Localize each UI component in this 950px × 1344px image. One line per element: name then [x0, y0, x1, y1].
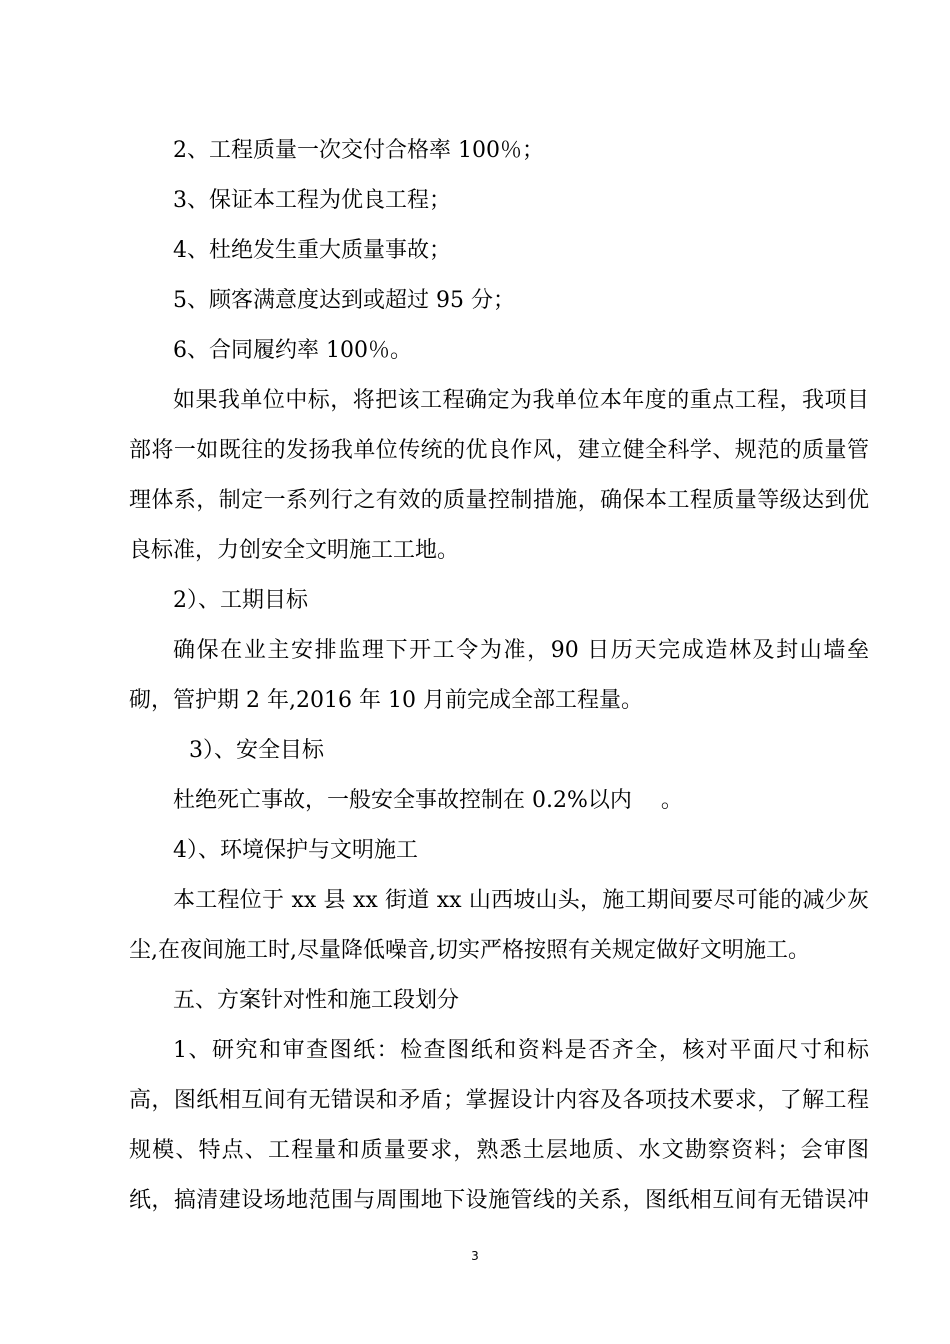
section-heading: 2）、工期目标 — [173, 588, 308, 613]
text-line: 5、顾客满意度达到或超过 95 分； — [173, 288, 515, 313]
text-line: 杜绝死亡事故，一般安全事故控制在 0.2%以内 。 — [173, 788, 683, 813]
text-line: 如果我单位中标，将把该工程确定为我单位本年度的重点工程，我项目 — [173, 388, 869, 413]
page-number: 3 — [471, 1249, 479, 1263]
text-line: 部将一如既往的发扬我单位传统的优良作风，建立健全科学、规范的质量管 — [129, 438, 869, 463]
text-line: 理体系，制定一系列行之有效的质量控制措施，确保本工程质量等级达到优 — [129, 488, 869, 513]
text-line: 4、杜绝发生重大质量事故； — [173, 238, 451, 263]
text-line: 确保在业主安排监理下开工令为准，90 日历天完成造林及封山墙垒 — [173, 638, 869, 663]
text-line: 2、工程质量一次交付合格率 100％； — [173, 138, 544, 163]
text-line: 6、合同履约率 100％。 — [173, 338, 412, 363]
section-heading: 4）、环境保护与文明施工 — [173, 838, 418, 863]
text-line: 1、研究和审查图纸：检查图纸和资料是否齐全，核对平面尺寸和标 — [173, 1038, 869, 1063]
section-heading: 3）、安全目标 — [189, 738, 324, 763]
text-line: 砌，管护期 2 年,2016 年 10 月前完成全部工程量。 — [129, 688, 643, 713]
section-heading: 五、方案针对性和施工段划分 — [173, 988, 460, 1013]
text-line: 良标准，力创安全文明施工工地。 — [129, 538, 460, 563]
text-line: 规模、特点、工程量和质量要求，熟悉土层地质、水文勘察资料；会审图 — [129, 1138, 869, 1163]
text-line: 纸，搞清建设场地范围与周围地下设施管线的关系，图纸相互间有无错误冲 — [129, 1188, 869, 1213]
text-line: 高，图纸相互间有无错误和矛盾；掌握设计内容及各项技术要求，了解工程 — [129, 1088, 869, 1113]
text-line: 尘,在夜间施工时,尽量降低噪音,切实严格按照有关规定做好文明施工。 — [129, 938, 810, 963]
text-line: 3、保证本工程为优良工程； — [173, 188, 451, 213]
text-line: 本工程位于 xx 县 xx 街道 xx 山西坡山头，施工期间要尽可能的减少灰 — [173, 888, 869, 913]
